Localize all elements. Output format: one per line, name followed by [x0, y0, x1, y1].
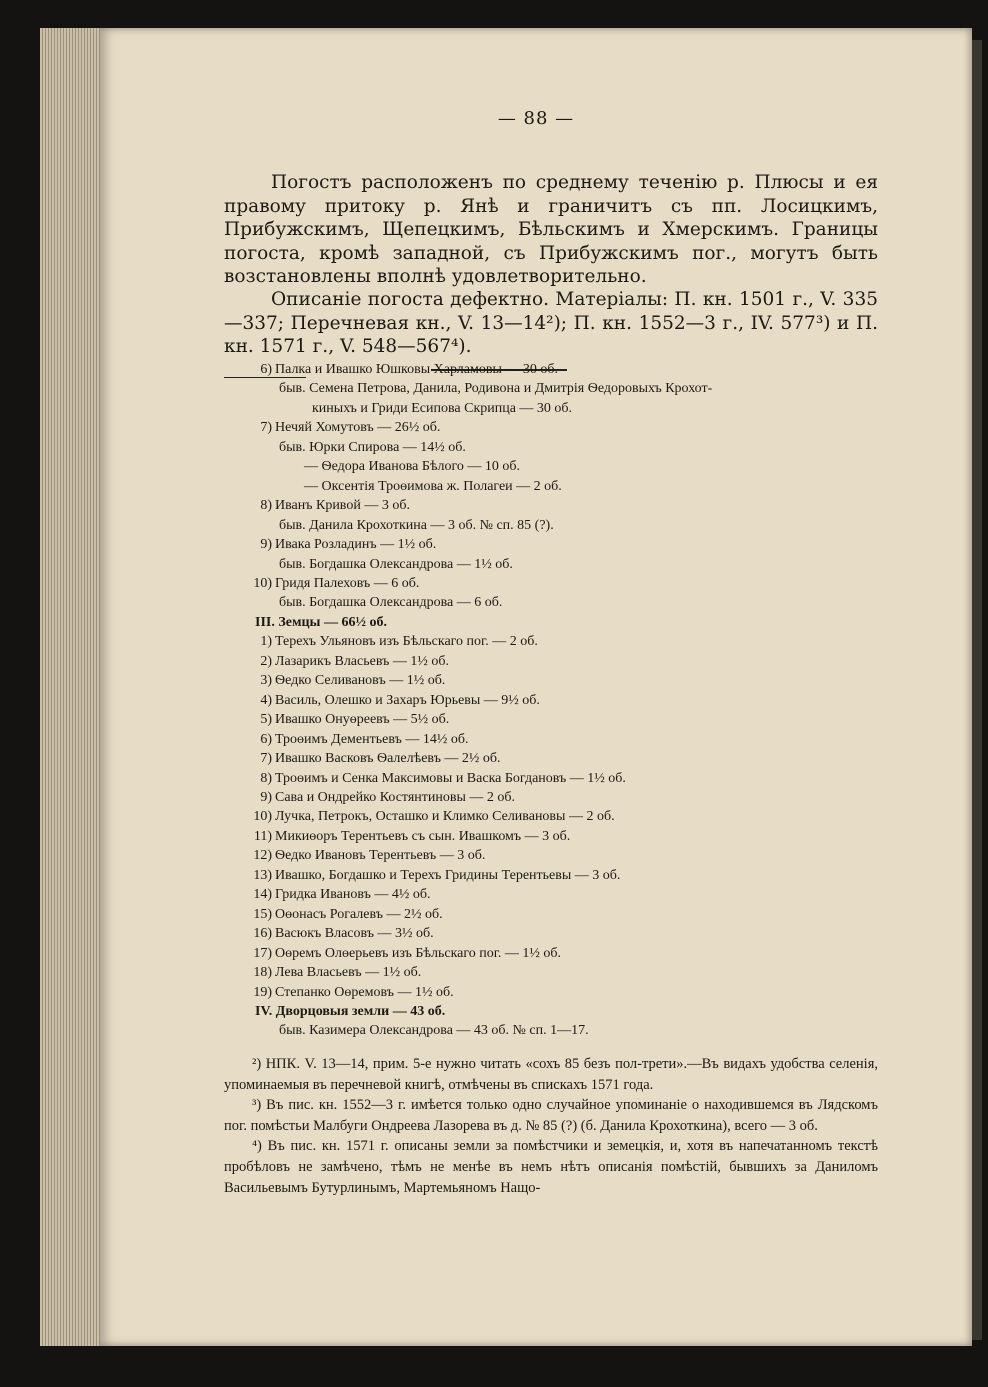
list-item: 10) Гридя Палеховъ — 6 об.: [253, 575, 420, 591]
list-item: быв. Данила Крохоткина — 3 об. № сп. 85 (?).: [279, 517, 554, 533]
list-item: 13) Ивашко, Богдашко и Терехъ Гридины Терентьевы — 3 об.: [253, 867, 621, 883]
footnote-4: ⁴) Въ пис. кн. 1571 г. описаны земли за помѣстчики и земецкія, и, хотя въ напечатанномъ текстѣ пробѣловъ не замѣчено, тѣмъ не менѣе въ немъ нѣтъ описанія помѣстій, бывшихъ за Даниломъ Васильевымъ Бутурлинымъ, Мартемьяномъ Нащо-: [224, 1138, 878, 1196]
list-item: быв. Юрки Спирова — 14½ об.: [279, 439, 466, 455]
list-item: 8) Иванъ Кривой — 3 об.: [260, 498, 410, 514]
body-paragraph-1: Погостъ расположенъ по среднему теченію р. Плюсы и ея правому притоку р. Янѣ и граничитъ съ пп. Лосицкимъ, Прибужскимъ, Щепецкимъ, Бѣльскимъ и Хмерскимъ. Границы погоста, кромѣ западной, съ Прибужскимъ пог., могутъ быть возстановлены вполнѣ удовлетворительно.: [224, 172, 878, 287]
list-item: 11) Микиѳоръ Терентьевъ съ сын. Ивашкомъ — 3 об.: [253, 828, 571, 844]
page-content: [100, 28, 972, 1346]
list-item: 14) Гридка Ивановъ — 4½ об.: [253, 887, 431, 903]
list-item: 16) Васюкъ Власовъ — 3½ об.: [253, 926, 434, 942]
section-heading: IV. Дворцовыя земли — 43 об.: [255, 1003, 446, 1019]
list-item: 4) Василь, Олешко и Захаръ Юрьевы — 9½ об.: [260, 692, 540, 708]
section-heading: III. Земцы — 66½ об.: [255, 614, 387, 630]
list-item: быв. Семена Петрова, Данила, Родивона и Дмитрія Ѳедоровыхъ Крохот-: [279, 381, 713, 397]
list-item: 3) Ѳедко Селивановъ — 1½ об.: [260, 673, 446, 689]
book-cover-edge: [972, 40, 982, 1340]
list-item: быв. Богдашка Олександрова — 1½ об.: [279, 556, 513, 572]
footnotes: [224, 1054, 878, 1198]
list-item: 2) Лазарикъ Власьевъ — 1½ об.: [260, 653, 449, 669]
list-item: 9) Ивака Розладинъ — 1½ об.: [260, 537, 437, 553]
list-item: 7) Ивашко Васковъ Ѳалелѣевъ — 2½ об.: [260, 751, 501, 767]
list-item: — Оксентія Троѳимова ж. Полагеи — 2 об.: [304, 478, 562, 494]
holdings-list: [252, 360, 872, 1041]
list-item: 18) Лева Власьевъ — 1½ об.: [253, 965, 422, 981]
list-item: 6) Троѳимъ Дементьевъ — 14½ об.: [260, 731, 469, 747]
list-item: 17) Оѳремъ Олѳерьевъ изъ Бѣльскаго пог. — 1½ об.: [253, 945, 562, 961]
list-item: 19) Степанко Оѳремовъ — 1½ об.: [253, 984, 454, 1000]
list-item: 8) Троѳимъ и Сенка Максимовы и Васка Богдановъ — 1½ об.: [260, 770, 626, 786]
list-item: 5) Ивашко Онуѳреевъ — 5½ об.: [260, 712, 450, 728]
body-paragraph-2: Описаніе погоста дефектно. Матеріалы: П. кн. 1501 г., V. 335—337; Перечневая кн., V. 13—14²); П. кн. 1552—3 г., IV. 577³) и П. кн. 1571 г., V. 548—567⁴).: [224, 289, 878, 357]
list-item: 6) Палка и Ивашко Юшковы Харламовы — 30 об.: [260, 362, 558, 377]
list-item: 10) Лучка, Петрокъ, Осташко и Климко Селивановы — 2 об.: [253, 809, 615, 825]
footnote-2: ²) НПК. V. 13—14, прим. 5-е нужно читать «сохъ 85 безъ пол-трети».—Въ видахъ удобства селенія, упоминаемыя въ перечневой книгѣ, отмѣчены въ спискахъ 1571 года.: [224, 1056, 878, 1093]
list-item: 9) Сава и Ондрейко Костянтиновы — 2 об.: [260, 789, 516, 805]
list-item: 7) Нечяй Хомутовъ — 26½ об.: [260, 420, 441, 436]
list-item: 15) Оѳонасъ Рогалевъ — 2½ об.: [253, 906, 443, 922]
page-number: — 88 —: [497, 108, 575, 129]
book-page: [100, 28, 972, 1346]
list-item: киныхъ и Гриди Есипова Скрипца — 30 об.: [312, 400, 573, 416]
list-item: 1) Терехъ Ульяновъ изъ Бѣльскаго пог. — 2 об.: [260, 634, 538, 650]
list-item: быв. Богдашка Олександрова — 6 об.: [279, 595, 503, 611]
footnote-3: ³) Въ пис. кн. 1552—3 г. имѣется только одно случайное упоминаніе о находившемся въ Лядскомъ пог. помѣстьи Малбуги Ондреева Лазорева въ д. № 85 (?) (б. Данила Крохоткина), всего — 3 об.: [224, 1097, 878, 1134]
list-item: 12) Ѳедко Ивановъ Терентьевъ — 3 об.: [253, 848, 486, 864]
list-item: быв. Казимера Олександрова — 43 об. № сп. 1—17.: [279, 1023, 589, 1039]
list-item: — Ѳедора Иванова Бѣлого — 10 об.: [304, 459, 521, 475]
